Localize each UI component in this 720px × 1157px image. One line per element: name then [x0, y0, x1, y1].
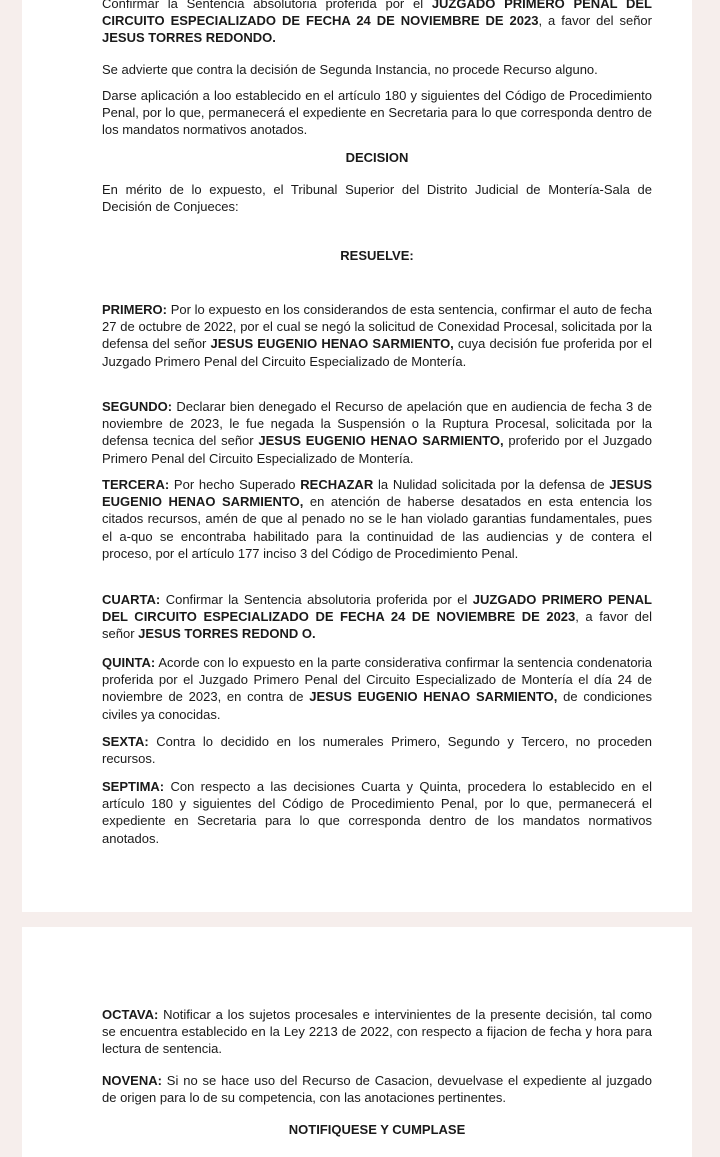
- resolution-quinta: QUINTA: Acorde con lo expuesto en la parte considerativa confirmar la sentencia condenatoria proferida por el Juzgado Primero Penal del Circuito Especializado de Montería el día 24 de noviembre de 2023, en contra de JESUS EUGENIO HENAO SARMIENTO, de condiciones civiles ya conocidas.: [102, 655, 653, 722]
- resolution-tercera: TERCERA: Por hecho Superado RECHAZAR la Nulidad solicitada por la defensa de JESUS EUGENIO HENAO SARMIENTO, en atención de haberse desatados en esta entencia los citados recursos, amén de que al penado no se le han violado garantias fundamentales, pues el a-quo se encontraba habilitado para la continuidad de las audiencias y de contera el proceso, por el artículo 177 inciso 3 del Código de Procedimiento Penal.: [102, 477, 652, 561]
- merito-paragraph: En mérito de lo expuesto, el Tribunal Superior del Distrito Judicial de Montería-Sala de Decisión de Conjueces:: [102, 182, 652, 215]
- aplicacion-paragraph: Darse aplicación a loo establecido en el artículo 180 y siguientes del Código de Procedimiento Penal, por lo que, permanecerá el expediente en Secretaria para lo que corresponda dentro de los mandatos normativos anotados.: [102, 88, 652, 138]
- closing-heading: NOTIFIQUESE Y CUMPLASE: [288, 1122, 466, 1137]
- decision-heading: DECISION: [345, 150, 409, 165]
- resuelve-heading: RESUELVE:: [340, 248, 414, 263]
- resolution-primero: PRIMERO: Por lo expuesto en los considerandos de esta sentencia, confirmar el auto de fecha 27 de octubre de 2022, por el cual se negó la solicitud de Conexidad Procesal, solicitada por la defensa del señor JESUS EUGENIO HENAO SARMIENTO, cuya decisión fue proferida por el Juzgado Primero Penal del Circuito Especializado de Montería.: [102, 302, 653, 369]
- resolution-septima: SEPTIMA: Con respecto a las decisiones Cuarta y Quinta, procedera lo establecido en el artículo 180 y siguientes del Código de Procedimiento Penal, por lo que, permanecerá el expediente en Secretaria para lo que corresponda dentro de los mandatos normativos anotados.: [102, 779, 652, 846]
- document-page-2: [22, 927, 692, 1157]
- resolution-novena: NOVENA: Si no se hace uso del Recurso de Casacion, devuelvase el expediente al juzgado de origen para lo de su competencia, con las anotaciones pertinentes.: [102, 1073, 652, 1106]
- resolution-segundo: SEGUNDO: Declarar bien denegado el Recurso de apelación que en audiencia de fecha 3 de noviembre de 2023, le fue negada la Suspensión o la Ruptura Procesal, solicitada por la defensa tecnica del señor JESUS EUGENIO HENAO SARMIENTO, proferido por el Juzgado Primero Penal del Circuito Especializado de Montería.: [102, 399, 652, 466]
- advierte-paragraph: Se advierte que contra la decisión de Segunda Instancia, no procede Recurso alguno.: [102, 62, 598, 77]
- intro-paragraph: Confirmar la Sentencia absolutoria proferida por el JUZGADO PRIMERO PENAL DEL CIRCUITO ESPECIALIZADO DE FECHA 24 DE NOVIEMBRE DE 2023, a favor del señor JESUS TORRES REDONDO.: [102, 0, 653, 46]
- resolution-octava: OCTAVA: Notificar a los sujetos procesales e intervinientes de la presente decisión, tal como se encuentra establecido en la Ley 2213 de 2022, con respecto a fijacion de fecha y hora para lectura de sentencia.: [102, 1007, 652, 1057]
- resolution-sexta: SEXTA: Contra lo decidido en los numerales Primero, Segundo y Tercero, no proceden recursos.: [102, 734, 652, 767]
- document-page-1: [22, 0, 692, 912]
- resolution-cuarta: CUARTA: Confirmar la Sentencia absolutoria proferida por el JUZGADO PRIMERO PENAL DEL CIRCUITO ESPECIALIZADO DE FECHA 24 DE NOVIEMBRE DE 2023, a favor del señor JESUS TORRES REDOND O.: [102, 592, 652, 642]
